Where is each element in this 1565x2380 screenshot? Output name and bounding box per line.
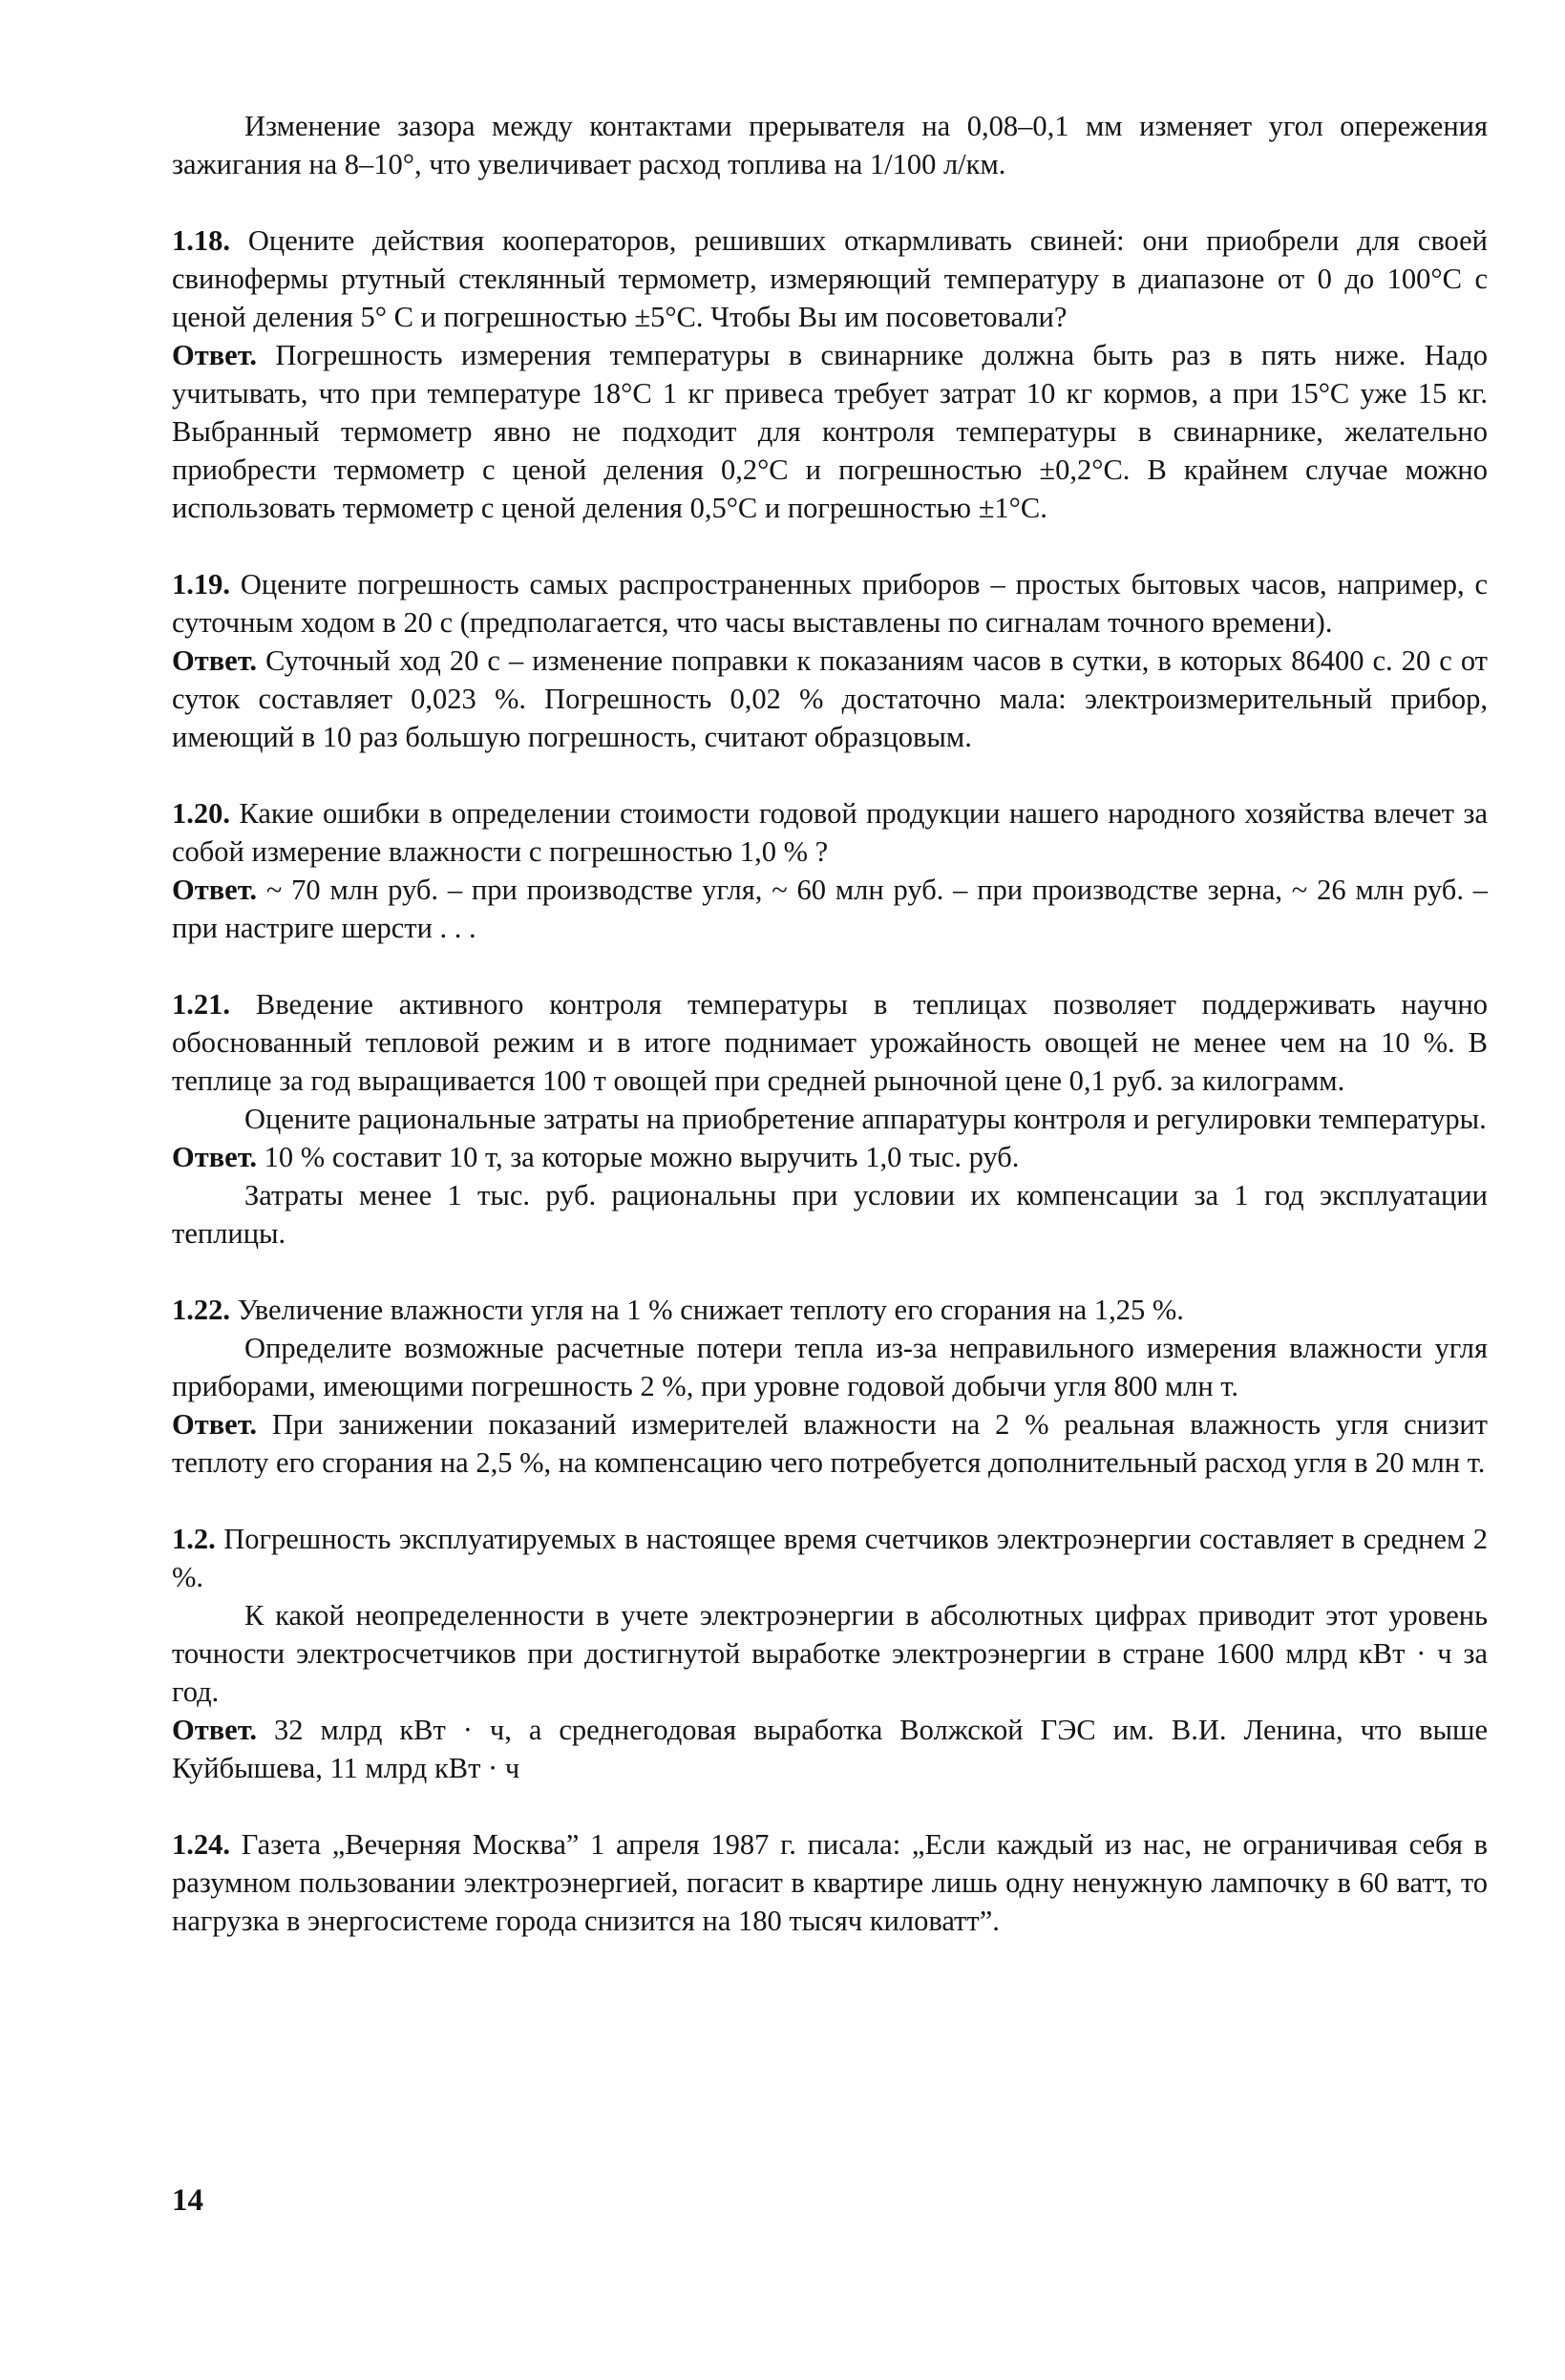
problem-number: 1.21. <box>172 988 230 1021</box>
answer-label: Ответ. <box>172 1141 258 1173</box>
problem-1-21-answer-2: Затраты менее 1 тыс. руб. рациональны при условии их компенсации за 1 год эксплуатации теплицы. <box>172 1179 1488 1250</box>
question-text: Оцените погрешность самых распространенных приборов – простых бытовых часов, например, с суточным ходом в 20 с (предполагается, что часы выставлены по сигналам точного времени). <box>172 568 1489 639</box>
problem-1-20-question <box>172 794 1488 871</box>
question-text: Введение активного контроля температуры в теплицах позволяет поддерживать научно обоснованный тепловой режим и в итоге поднимает урожайность овощей не менее чем на 10 %. В теплице за год выращивается 100 т овощей при средней рыночной цене 0,1 руб. за килограмм. <box>172 988 1488 1097</box>
problem-1-23-question-2: К какой неопределенности в учете электроэнергии в абсолютных цифрах приводит этот уровень точности электросчетчиков при достигнутой выработке электроэнергии в стране 1600 млрд кВт · ч за год. <box>172 1599 1488 1708</box>
question-text: Газета „Вечерняя Москва” 1 апреля 1987 г. писала: „Если каждый из нас, не ограничивая себя в разумном пользовании электроэнергией, погасит в квартире лишь одну ненужную лампочку в 60 ватт, то нагрузка в энергосистеме города снизится на 180 тысяч киловатт”. <box>172 1828 1488 1937</box>
page-number: 14 <box>172 2183 203 2218</box>
problem-1-21-question <box>172 985 1488 1100</box>
problem-number: 1.22. <box>172 1294 230 1326</box>
answer-text: Суточный ход 20 с – изменение поправки к показаниям часов в сутки, в которых 86400 с. 20 с от суток составляет 0,023 %. Погрешность 0,02 % достаточно мала: электроизмерительный прибор, имеющий в 10 раз большую погрешность, считают образцовым. <box>172 644 1488 753</box>
question-text: Погрешность эксплуатируемых в настоящее время счетчиков электроэнергии составляет в среднем 2 %. <box>172 1523 1488 1593</box>
question-text: Увеличение влажности угля на 1 % снижает теплоту его сгорания на 1,25 %. <box>237 1294 1184 1326</box>
problem-number: 1.20. <box>172 797 230 830</box>
problem-number: 1.18. <box>172 224 230 257</box>
problem-1-19-question <box>172 565 1488 642</box>
answer-text: 32 млрд кВт · ч, а среднегодовая выработка Волжской ГЭС им. В.И. Ленина, что выше Куйбышева, 11 млрд кВт · ч <box>172 1714 1488 1784</box>
problem-1-18-question <box>172 221 1488 336</box>
answer-text: ~ 70 млн руб. – при производстве угля, ~ 60 млн руб. – при производстве зерна, ~ 26 млн руб. – при настриге шерсти . . . <box>172 874 1489 944</box>
question-text: Оцените действия кооператоров, решивших откармливать свиней: они приобрели для своей свинофермы ртутный стеклянный термометр, измеряющий температуру в диапазоне от 0 до 100°С с ценой деления 5° С и погрешностью ±5°С. Чтобы Вы им посоветовали? <box>172 224 1488 333</box>
answer-text: При занижении показаний измерителей влажности на 2 % реальная влажность угля снизит теплоту его сгорания на 2,5 %, на компенсацию чего потребуется дополнительный расход угля в 20 млн т. <box>172 1408 1488 1479</box>
problem-1-22-answer <box>172 1405 1488 1482</box>
problem-1-22-question-2: Определите возможные расчетные потери тепла из-за неправильного измерения влажности угля приборами, имеющими погрешность 2 %, при уровне годовой добычи угля 800 млн т. <box>172 1332 1488 1402</box>
answer-label: Ответ. <box>172 339 258 371</box>
answer-label: Ответ. <box>172 1714 258 1746</box>
intro-paragraph: Изменение зазора между контактами прерывателя на 0,08–0,1 мм изменяет угол опережения зажигания на 8–10°, что увеличивает расход топлива на 1/100 л/км. <box>172 110 1488 180</box>
problem-1-23-answer <box>172 1711 1488 1787</box>
answer-text: Погрешность измерения температуры в свинарнике должна быть раз в пять ниже. Надо учитывать, что при температуре 18°С 1 кг привеса требует затрат 10 кг кормов, а при 15°С уже 15 кг. Выбранный термометр явно не подходит для контроля температуры в свинарнике, желательно приобрести термометр с ценой деления 0,2°С и погрешностью ±0,2°С. В крайнем случае можно использовать термометр с ценой деления 0,5°С и погрешностью ±1°С. <box>172 339 1489 524</box>
problem-1-19-answer <box>172 642 1488 756</box>
problem-1-22-question <box>172 1291 1488 1329</box>
problem-number: 1.19. <box>172 568 230 600</box>
answer-text: 10 % составит 10 т, за которые можно выручить 1,0 тыс. руб. <box>264 1141 1020 1173</box>
problem-1-21-answer <box>172 1138 1488 1176</box>
problem-1-24-question <box>172 1825 1488 1940</box>
answer-label: Ответ. <box>172 644 258 677</box>
page-body <box>172 107 1488 1940</box>
problem-number: 1.24. <box>172 1828 230 1861</box>
question-text: Какие ошибки в определении стоимости годовой продукции нашего народного хозяйства влечет за собой измерение влажности с погрешностью 1,0 % ? <box>172 797 1488 868</box>
problem-1-23-question <box>172 1520 1488 1596</box>
problem-number: 1.2. <box>172 1523 216 1555</box>
answer-label: Ответ. <box>172 874 258 906</box>
answer-label: Ответ. <box>172 1408 258 1441</box>
problem-1-21-question-2: Оцените рациональные затраты на приобретение аппаратуры контроля и регулировки температуры. <box>244 1103 1487 1135</box>
problem-1-18-answer <box>172 336 1488 527</box>
problem-1-20-answer <box>172 871 1488 947</box>
